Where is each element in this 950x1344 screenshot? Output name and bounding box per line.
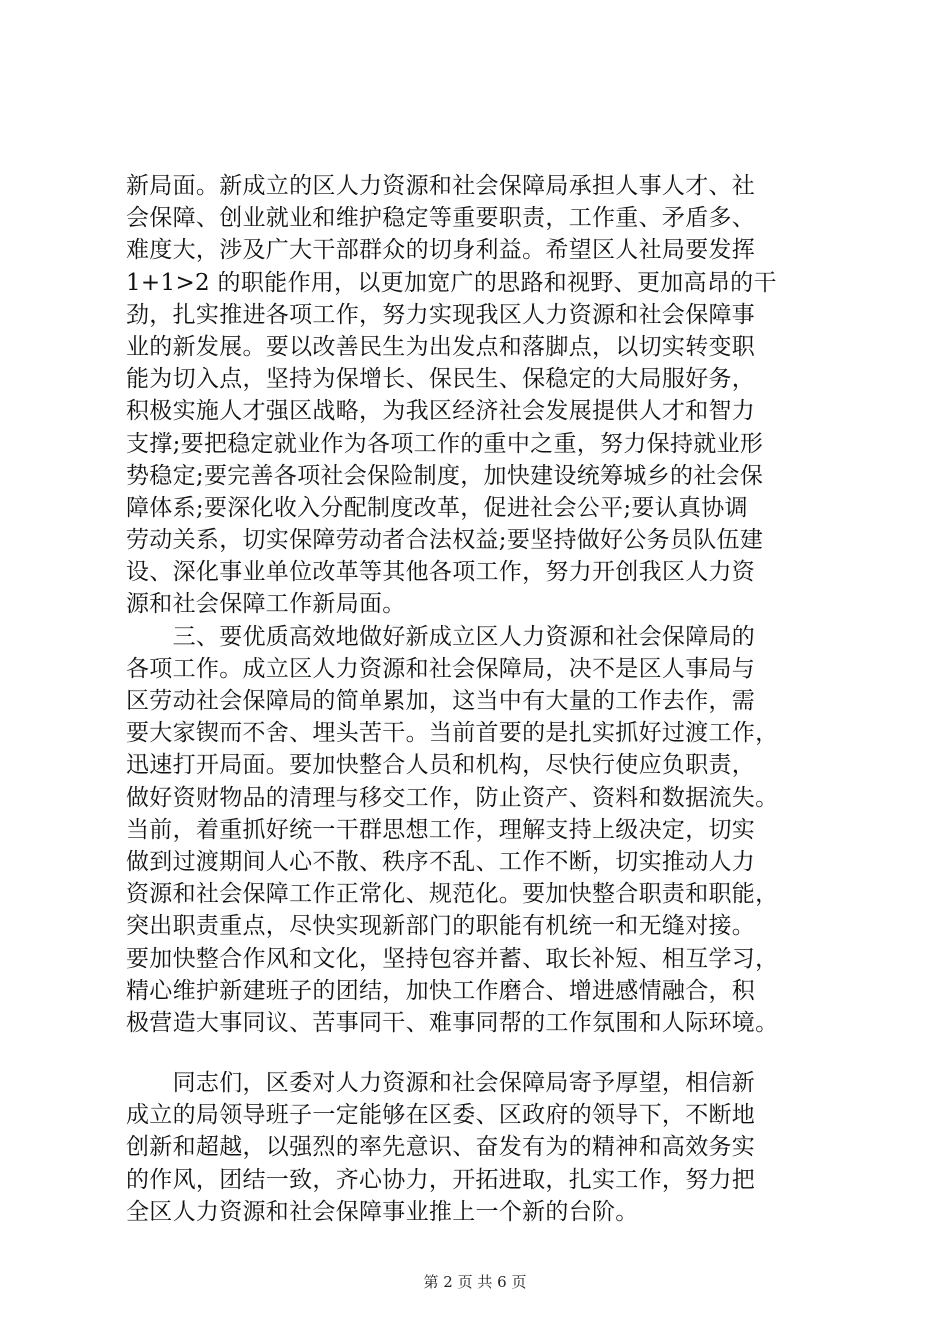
text-line: 障体系;要深化收入分配制度改革，促进社会公平;要认真协调: [126, 494, 748, 521]
text-line: 精心维护新建班子的团结，加快工作磨合、增进感情融合，积: [126, 977, 756, 1004]
closing-line: 的作风，团结一致，齐心协力，开拓进取，扎实工作，努力把: [126, 1166, 756, 1193]
text-line: 区劳动社会保障局的简单累加，这当中有大量的工作去作，需: [126, 688, 756, 714]
text-line: 1+1>2 的职能作用，以更加宽广的思路和视野、更加高昂的干: [126, 269, 777, 296]
closing-line: 成立的局领导班子一定能够在区委、区政府的领导下，不断地: [126, 1102, 756, 1129]
text-line: 能为切入点，坚持为保增长、保民生、保稳定的大局服好务，: [126, 366, 756, 393]
text-line: 要大家锲而不舍、埋头苦干。当前首要的是扎实抓好过渡工作，: [126, 720, 779, 747]
text-line: 迅速打开局面。要加快整合人员和机构，尽快行使应负职责，: [126, 752, 756, 779]
text-line: 劳动关系，切实保障劳动者合法权益;要坚持做好公务员队伍建: [126, 527, 764, 554]
text-line: 积极实施人才强区战略，为我区经济社会发展提供人才和智力: [126, 398, 756, 425]
text-line: 突出职责重点，尽快实现新部门的职能有机统一和无缝对接。: [126, 913, 756, 940]
text-line: 三、要优质高效地做好新成立区人力资源和社会保障局的: [126, 623, 756, 650]
text-line: 要加快整合作风和文化，坚持包容并蓄、取长补短、相互学习，: [126, 945, 779, 972]
text-line: 设、深化事业单位改革等其他各项工作，努力开创我区人力资: [126, 559, 756, 586]
closing-line: 全区人力资源和社会保障事业推上一个新的台阶。: [126, 1198, 639, 1225]
text-line: 业的新发展。要以改善民生为出发点和落脚点，以切实转变职: [126, 333, 756, 360]
page-number-footer: 第 2 页 共 6 页: [423, 1273, 527, 1291]
paragraph-gap: [126, 1039, 846, 1067]
text-line: 新局面。新成立的区人力资源和社会保障局承担人事人才、社: [126, 173, 756, 199]
text-line: 各项工作。成立区人力资源和社会保障局，决不是区人事局与: [126, 655, 756, 682]
text-line: 会保障、创业就业和维护稳定等重要职责，工作重、矛盾多、: [126, 205, 756, 232]
text-line: 源和社会保障工作新局面。: [126, 591, 406, 618]
closing-line: 同志们，区委对人力资源和社会保障局寄予厚望，相信新: [126, 1070, 756, 1097]
text-line: 极营造大事同议、苦事同干、难事同帮的工作氛围和人际环境。: [126, 1009, 779, 1036]
text-line: 势稳定;要完善各项社会保险制度，加快建设统筹城乡的社会保: [126, 462, 764, 489]
text-line: 支撑;要把稳定就业作为各项工作的重中之重，努力保持就业形: [126, 430, 764, 457]
text-line: 当前，着重抓好统一干群思想工作，理解支持上级决定，切实: [126, 816, 756, 843]
text-line: 难度大，涉及广大干部群众的切身利益。希望区人社局要发挥: [126, 237, 756, 264]
text-line: 做好资财物品的清理与移交工作，防止资产、资料和数据流失。: [126, 784, 779, 811]
closing-line: 创新和超越，以强烈的率先意识、奋发有为的精神和高效务实: [126, 1134, 756, 1161]
text-line: 做到过渡期间人心不散、秩序不乱、工作不断，切实推动人力: [126, 848, 756, 875]
body-text: [126, 170, 846, 1228]
text-line: 劲，扎实推进各项工作，努力实现我区人力资源和社会保障事: [126, 301, 756, 328]
text-line: 资源和社会保障工作正常化、规范化。要加快整合职责和职能，: [126, 881, 779, 908]
